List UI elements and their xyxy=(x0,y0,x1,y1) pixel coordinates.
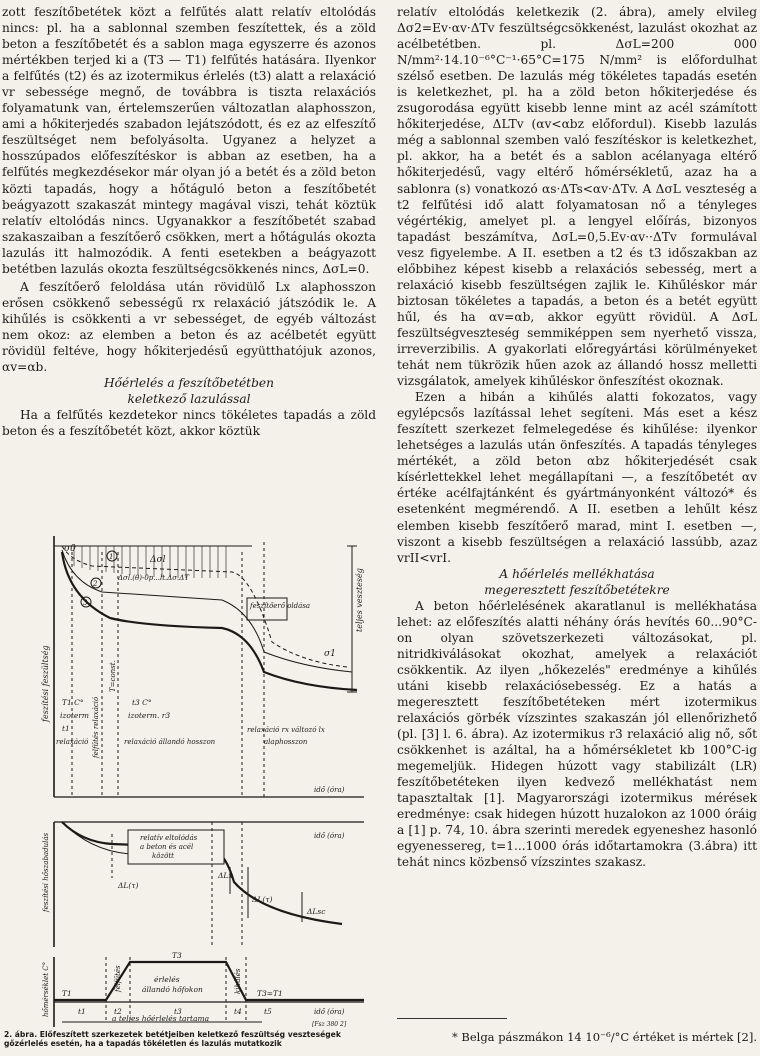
heading-line: A hőérlelés mellékhatása xyxy=(499,566,655,581)
phase-a-line1: T1 C° xyxy=(62,698,84,707)
paragraph: A feszítőerő feloldása után rövidülő Lx alaphosszon erősen csökkenő sebességű rx relaxáció játszódik le. A kihűlés is csökkenti a vr sebességet, de egyéb változást nem okoz: az elemben a beton és az acélbetét együtt rövidül feltéve, hogy hőkiterjedésű együtthatójuk azonos, αv=αb. xyxy=(2,279,376,375)
label-dl-tau: ΔL(τ) xyxy=(118,881,139,890)
marker-t1: T1 xyxy=(62,989,72,998)
phase-b-line1: t3 C° xyxy=(132,698,152,707)
label-formula: Δσl.(θ)-0p...lt.Δσ.ΔT xyxy=(118,574,190,582)
label-erleles-1: érlelés xyxy=(154,975,180,984)
total-duration: a teljes hőérlelés tartama xyxy=(112,1014,210,1023)
paragraph: relatív eltolódás keletkezik (2. ábra), amely elvileg Δσ2=Ev·αv·ΔTv feszültségcsökkenést, lazulást okozhat az acélbetétben. pl. ΔσL=200 000 N/mm²·14.10⁻⁶°C⁻¹·65°C=175 N/mm² is előfordulhat szélső esetben. De lazulás még tökéletes tapadás esetén is keletkezhet, pl. ha a zöld beton hőkiterjedése és zsugorodása együtt kisebb lenne mint az acél számított hőkiterjedése, ΔLTv (αv<αbz előfordul). Kisebb lazulás még a sablonnal szemben való feszítéskor is keletkezhet, pl. akkor, ha a betét és a sablon acélanyaga eltérő hőkiterjedésű, vagy eltérő hőmérsékletű, azaz ha a sablonra (s) vonatkozó αs·ΔTs<αv·ΔTv. A ΔσL veszteség a t2 felfűtési idő alatt folyamatosan nő a tényleges végértékig, amelyet pl. a lengyel előírás, bizonyos tapadást beszámítva, ΔσL=0,5.Ev·αv··ΔTv formulával vesz figyelembe. A II. esetben a t2 és t3 időszakban az előbbihez képest kisebb a relaxációs sebesség, mert a relaxáció kisebb feszültségen zajlik le. Kihűléskor már biztosan tökéletes a tapadás, a beton és a betét együtt hűl, és ha αv=αb, akkor együtt rövidül. A ΔσL feszültségveszteség semmiképpen sem nyerhető vissza, irreverzibilis. A gyakorlati előregyártási körülményeket tehát nem tükrözik hűen azok az állandó hossz melletti vizsgálatok, amelyek kihűléskor önfeszítést okoznak. xyxy=(397,5,757,389)
figure-caption: 2. ábra. Előfeszített szerkezetek betétjeiben keletkező feszültség veszteségek gőzérlelés esetén, ha a tapadás tökéletlen és lazulás mutatkozik xyxy=(4,1030,341,1048)
curve-label-3: 3 xyxy=(83,599,88,607)
time-mark-t4: t4 xyxy=(234,1007,242,1016)
footnote-rule xyxy=(397,1018,507,1019)
legend-line1: relatív eltolódás xyxy=(140,834,198,842)
phase-b-relax: relaxáció állandó hosszon xyxy=(124,738,216,746)
paragraph: Ezen a hibán a kihűlés alatti fokozatos, vagy egylépcsős lazítással lehet segíteni. Más eset a kész feszített szerkezet felmelegedése és kihűlése: ilyenkor lehetséges a lazulás után önfeszítés. A tapadás tényleges mértékét, a zöld beton αbz hőkiterjedését csak kísérlettekkel lehet megállapítani —, a feszítőbetét αv értéke acélfajtánként és gyártmányonként változó* és esetenként megmérendő. A II. esetben a lehűlt kész elemben kisebb feszítőerő marad, mint I. esetben —, viszont a kisebb feszültségen a relaxáció lassúbb, azaz vrII<vrI. xyxy=(397,390,757,565)
heading-line: Hőérlelés a feszítőbetétben xyxy=(104,376,274,391)
phase-a-line2: izoterm xyxy=(60,711,90,720)
phase-a-relax: relaxáció xyxy=(56,738,89,746)
phase-c-line2: alaphosszon xyxy=(264,738,308,746)
time-mark-t5: t5 xyxy=(264,1007,272,1016)
paragraph: A beton hőérlelésének akaratlanul is mellékhatása lehet: az előfeszítés alatti néhány órás hevítés 60...90°C-on olyan szövetszerkezeti változásokat, pl. nitridkiválásokat okozhat, amelyek a relaxációt csökkentik. Az ilyen „hőkezelés" eredménye a kihűlés utáni kisebb relaxációsebesség. Ez a hatás a megeresztett feszítőbetéteken mért izotermikus relaxációs görbék vízszintes szakaszán jól ellenőrizhető (pl. [3] l. 6. ábra). Az izotermikus r3 relaxáció alig nő, sőt csökkenhet is azáltal, ha a hőmérsékletet kb 100°C-ig megemeljük. Hidegen húzott vagy stabilizált (LR) feszítőbetéteken ilyen kedvező mellékhatást nem tapasztaltak [1]. Magyarországi izotermikus mérések eredménye: csak hidegen húzott huzalokon az 1000 óráig a [1] p. 74, 10. ábra szerinti meredek egyeneshez hasonló egyenessereg, t=1...1000 órás időtartamokra (3.ábra) itt tehát nincs közbenső vízszintes szakasz. xyxy=(397,598,757,870)
heading-line: keletkező lazulással xyxy=(127,392,251,407)
label-kihules: kihűlés xyxy=(234,968,242,994)
section-heading xyxy=(397,566,757,598)
time-mark-t1: t1 xyxy=(78,1007,86,1016)
left-column xyxy=(2,4,376,439)
phase-b-line2: izoterm. r3 xyxy=(128,711,171,720)
figure-2 xyxy=(2,522,376,1040)
legend-line2: a beton és acél xyxy=(140,843,194,851)
time-label-top: idő (óra) xyxy=(314,786,345,794)
ylabel-top: feszítési feszültség xyxy=(41,645,50,722)
paragraph: zott feszítőbetétek közt a felfűtés alatt relatív eltolódás nincs: pl. ha a sablonnal szemben feszítettek, és a zöld beton a feszítőbetét és a sablon maga egyszerre és azonos mértékben terjed ki a (T3 — T1) felfűtés hatására. Ilyenkor a felfűtés (t2) és az izotermikus érlelés (t3) alatt a relaxáció vr sebessége megnő, de továbbra is tiszta relaxációs folyamatunk van, értelemszerűen változatlan alaphosszon, ami a hőkiterjedés szabadon lejátszódott, és ez az elfeszítő feszültséget nem befolyásolta. Ugyanez a helyzet a hosszúpados előfeszítéskor is abban az esetben, ha a felfűtés megkezdésekor már olyan jó a betét és a zöld beton közti tapadás, hogy a hőtáguló beton a feszítőbetét beágyazott szakaszát mintegy magával viszi, tehát köztük relatív eltolódás nincs. Ugyanakkor a feszítőbetét szabad szakaszaiban a feszítőerő csökken, mert a hőtágulás okozta lazulás itt halmozódik. A fenti esetekben a beágyazott betétben lazulás okozta feszültségcsökkenés nincs, ΔσL=0. xyxy=(2,5,376,276)
marker-t-eq: T3=T1 xyxy=(257,989,283,998)
right-label: teljes veszteség xyxy=(355,568,364,632)
time-mark-t3: t3 xyxy=(174,1007,182,1016)
label-erleles-2: állandó hőfokon xyxy=(142,985,203,994)
label-dlx: ΔLx xyxy=(218,871,233,880)
phase-a-t1: t1 xyxy=(62,724,70,733)
paragraph: Ha a felfűtés kezdetekor nincs tökéletes tapadás a zöld beton és a feszítőbetét közt, akkor köztük xyxy=(2,408,376,439)
curve-label-1: 1 xyxy=(109,553,114,561)
vert-phase-label: felfűtés relaxáció xyxy=(92,696,100,758)
right-column xyxy=(397,4,757,871)
heading-line: megeresztett feszítőbetétekre xyxy=(484,582,670,597)
t-const-label: T=const. xyxy=(109,660,117,692)
time-mark-t2: t2 xyxy=(114,1007,122,1016)
time-label-middle: idő (óra) xyxy=(314,832,345,840)
ylabel-bottom: hőmérséklet C° xyxy=(42,961,50,1017)
label-sigma1: σ1 xyxy=(324,649,336,659)
label-dl-t: ΔL(τ) xyxy=(252,895,273,904)
marker-t3: T3 xyxy=(172,951,182,960)
label-delta-sigma: Δσl xyxy=(150,555,166,565)
legend-line3: között xyxy=(152,852,174,860)
figure-ref: [Fsz 380 2] xyxy=(312,1021,347,1027)
section-heading xyxy=(2,375,376,407)
curve-label-2: 2 xyxy=(93,580,98,588)
label-felfutes: felfűtés xyxy=(114,965,122,992)
label-dl-sc: ΔLsc xyxy=(307,907,326,916)
time-label-bottom: idő (óra) xyxy=(314,1008,345,1016)
label-feszito-oldasa: feszítőerő oldása xyxy=(250,602,311,610)
ylabel-middle: feszítési hőszabadulás xyxy=(42,832,50,912)
footnote: * Belga pászmákon 14 10⁻⁶/°C értéket is mértek [2]. xyxy=(451,1030,757,1044)
figure-diagram xyxy=(2,522,376,1027)
label-sigma0: σ0 xyxy=(64,544,76,554)
phase-c-line1: relaxáció rx változó lx xyxy=(247,726,325,734)
